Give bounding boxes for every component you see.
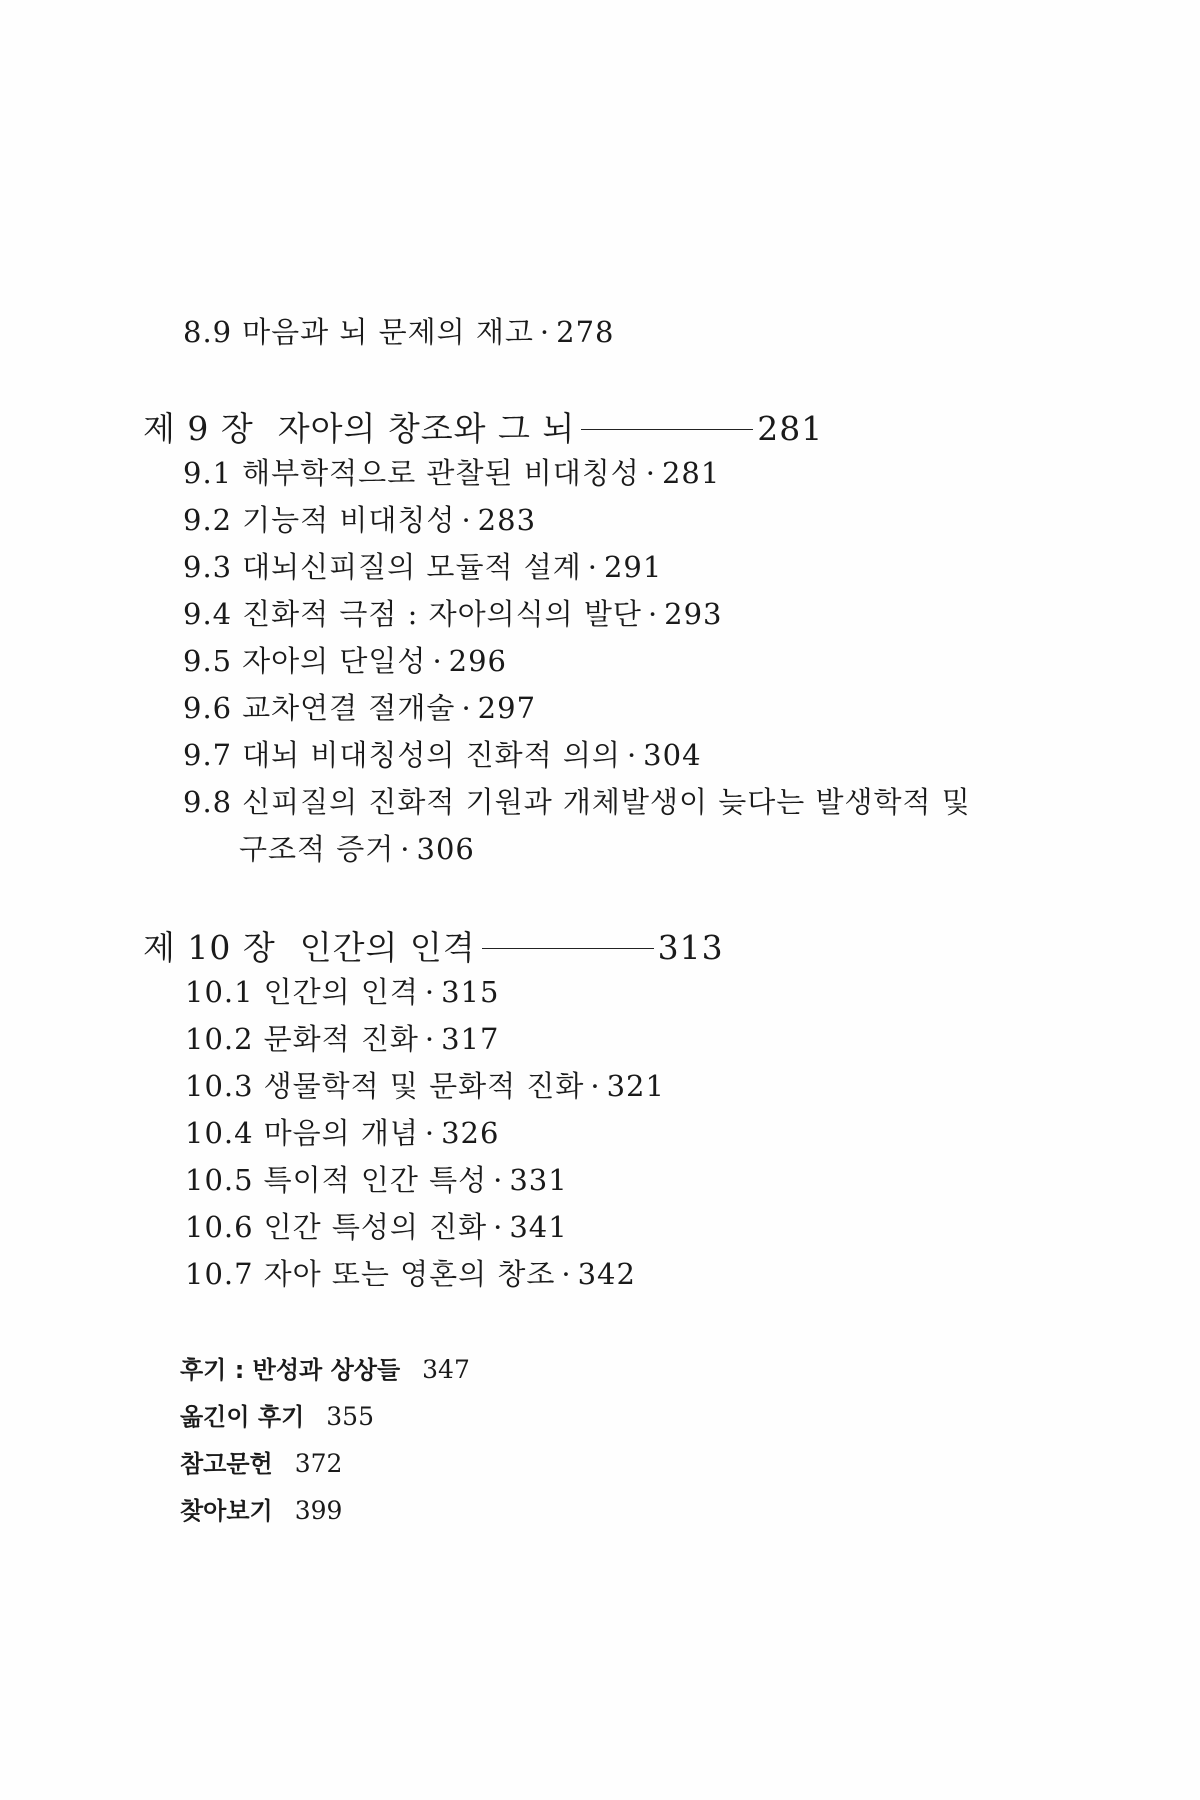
back-page: 347 <box>422 1355 470 1384</box>
section-title: 신피질의 진화적 기원과 개체발생이 늦다는 발생학적 및 <box>242 785 971 819</box>
toc-section-10-3 <box>185 1069 665 1103</box>
toc-section-10-6 <box>185 1210 568 1244</box>
section-title: 진화적 극점 : 자아의식의 발단 <box>242 597 642 631</box>
section-number: 10.7 <box>185 1257 254 1291</box>
chapter-label: 제 9 장 <box>143 409 254 448</box>
section-title: 자아의 단일성 <box>242 644 427 678</box>
section-page: 317 <box>441 1022 500 1056</box>
section-page: 306 <box>416 832 475 866</box>
leader-line <box>482 948 654 949</box>
separator-dot: · <box>587 550 598 584</box>
back-page: 399 <box>294 1496 343 1525</box>
toc-chapter-9 <box>143 409 824 448</box>
section-number: 9.1 <box>183 456 233 490</box>
toc-section-8-9 <box>183 315 615 349</box>
section-page: 315 <box>441 975 500 1009</box>
toc-back-index <box>180 1498 342 1523</box>
section-number: 10.5 <box>185 1163 254 1197</box>
section-title: 구조적 증거 <box>239 832 395 866</box>
section-number: 9.2 <box>183 503 233 537</box>
separator-dot: · <box>424 975 436 1009</box>
section-page: 341 <box>509 1210 568 1244</box>
separator-dot: · <box>561 1257 572 1291</box>
section-number: 8.9 <box>183 315 233 349</box>
section-number: 9.6 <box>183 691 233 725</box>
toc-section-9-4 <box>183 597 723 631</box>
section-page: 296 <box>448 644 508 678</box>
section-number: 10.4 <box>185 1116 254 1150</box>
toc-section-9-6 <box>183 691 537 725</box>
section-page: 304 <box>643 738 702 772</box>
section-number: 10.2 <box>185 1022 254 1056</box>
separator-dot: · <box>539 315 551 349</box>
section-title: 교차연결 절개술 <box>242 691 456 725</box>
section-number: 9.7 <box>183 738 233 772</box>
section-title: 자아 또는 영혼의 창조 <box>263 1257 556 1291</box>
section-number: 10.1 <box>185 975 254 1009</box>
section-title: 대뇌 비대칭성의 진화적 의의 <box>242 738 621 772</box>
back-title: 참고문헌 <box>180 1450 273 1478</box>
toc-section-10-5 <box>185 1163 568 1197</box>
back-title: 찾아보기 <box>180 1497 273 1525</box>
section-page: 326 <box>441 1116 500 1150</box>
back-page: 355 <box>326 1402 374 1431</box>
chapter-label: 제 10 장 <box>143 928 276 967</box>
section-page: 321 <box>606 1069 665 1103</box>
section-title: 마음의 개념 <box>263 1116 419 1150</box>
section-page: 291 <box>603 550 663 584</box>
separator-dot: · <box>493 1163 504 1197</box>
section-page: 342 <box>577 1257 636 1291</box>
toc-section-9-7 <box>183 738 702 772</box>
separator-dot: · <box>461 503 472 537</box>
separator-dot: · <box>424 1116 436 1150</box>
toc-section-10-1 <box>185 975 500 1009</box>
chapter-page: 281 <box>757 409 824 448</box>
separator-dot: · <box>626 738 638 772</box>
toc-section-9-2 <box>183 503 537 537</box>
separator-dot: · <box>647 597 659 631</box>
section-number: 9.4 <box>183 597 233 631</box>
back-page: 372 <box>294 1449 343 1478</box>
section-page: 331 <box>509 1163 568 1197</box>
section-number: 9.3 <box>183 550 233 584</box>
toc-section-9-8-continuation <box>239 832 475 866</box>
section-title: 해부학적으로 관찰된 비대칭성 <box>242 456 640 490</box>
chapter-page: 313 <box>657 928 724 967</box>
toc-chapter-10 <box>143 928 724 967</box>
section-number: 10.6 <box>185 1210 254 1244</box>
toc-section-9-1 <box>183 456 721 490</box>
section-page: 278 <box>556 315 615 349</box>
toc-section-9-5 <box>183 644 508 678</box>
section-number: 10.3 <box>185 1069 254 1103</box>
toc-section-9-3 <box>183 550 663 584</box>
section-page: 283 <box>477 503 537 537</box>
toc-back-afterword <box>180 1357 470 1382</box>
separator-dot: · <box>590 1069 601 1103</box>
toc-section-10-2 <box>185 1022 500 1056</box>
toc-back-translator-afterword <box>180 1404 374 1429</box>
leader-line <box>581 429 753 430</box>
toc-section-10-4 <box>185 1116 500 1150</box>
chapter-title: 인간의 인격 <box>299 928 476 967</box>
section-number: 9.8 <box>183 785 233 819</box>
section-title: 기능적 비대칭성 <box>242 503 456 537</box>
section-title: 인간의 인격 <box>263 975 419 1009</box>
back-title: 후기 : 반성과 상상들 <box>180 1356 401 1384</box>
section-title: 특이적 인간 특성 <box>263 1163 488 1197</box>
separator-dot: · <box>432 644 443 678</box>
section-title: 인간 특성의 진화 <box>263 1210 488 1244</box>
separator-dot: · <box>461 691 472 725</box>
toc-section-9-8 <box>183 785 971 819</box>
separator-dot: · <box>424 1022 436 1056</box>
section-title: 대뇌신피질의 모듈적 설계 <box>242 550 582 584</box>
section-page: 281 <box>661 456 721 490</box>
separator-dot: · <box>645 456 656 490</box>
section-title: 문화적 진화 <box>263 1022 419 1056</box>
section-page: 297 <box>477 691 537 725</box>
section-title: 생물학적 및 문화적 진화 <box>263 1069 585 1103</box>
section-page: 293 <box>664 597 723 631</box>
separator-dot: · <box>493 1210 504 1244</box>
chapter-title: 자아의 창조와 그 뇌 <box>277 409 576 448</box>
back-title: 옮긴이 후기 <box>180 1403 305 1431</box>
section-number: 9.5 <box>183 644 233 678</box>
separator-dot: · <box>400 832 411 866</box>
toc-section-10-7 <box>185 1257 636 1291</box>
section-title: 마음과 뇌 문제의 재고 <box>242 315 534 349</box>
toc-back-references <box>180 1451 342 1476</box>
